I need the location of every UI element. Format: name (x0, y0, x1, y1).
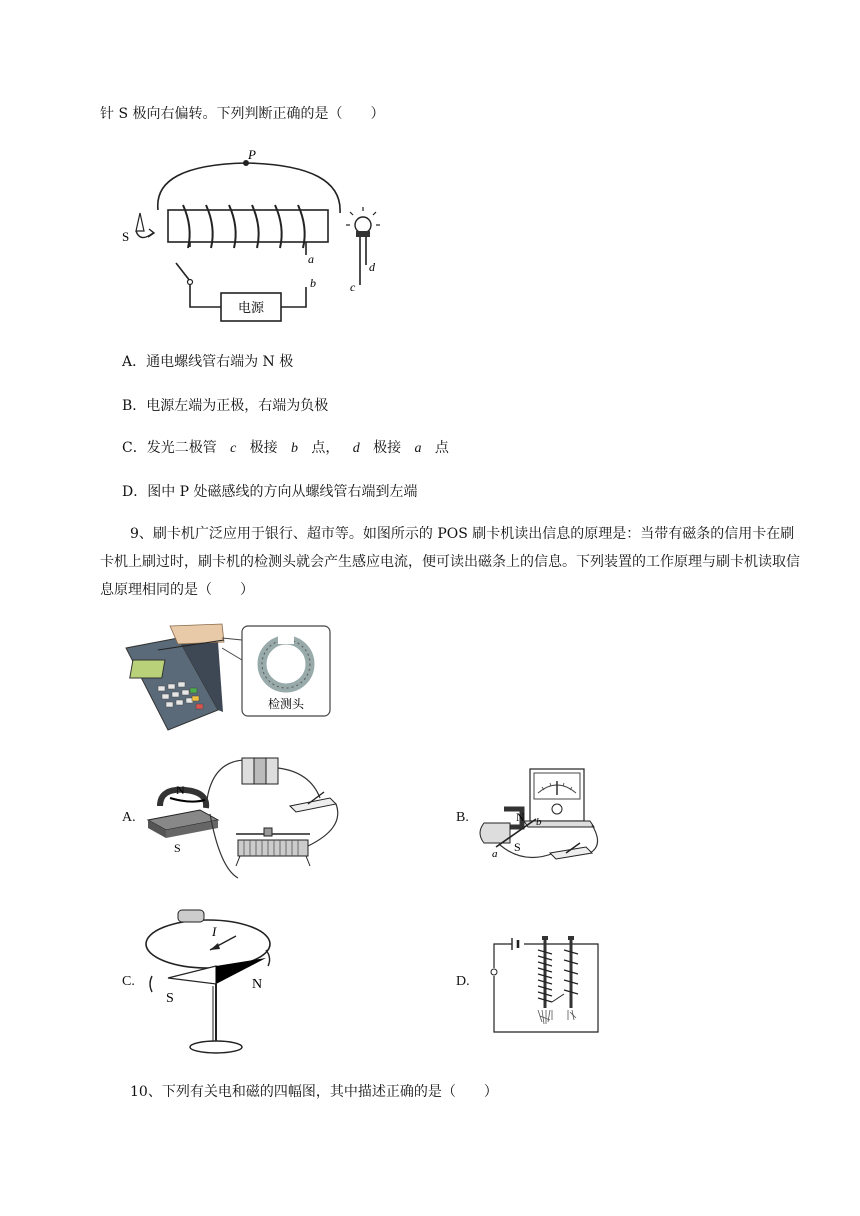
q9-option-a-figure (140, 748, 355, 888)
q8-option-a: A．通电螺线管右端为 N 极 (122, 354, 294, 370)
var-c: c (230, 441, 237, 456)
fig-c-label-i: I (212, 924, 217, 939)
q8-stem-tail: 针 S 极向右偏转。下列判断正确的是（ ） (100, 106, 385, 122)
power-source-label: 电源 (237, 301, 265, 316)
fig-a-label-s: S (174, 841, 181, 855)
q9-option-c-label: C. (122, 974, 135, 989)
fig-c-label-s: S (166, 991, 174, 1006)
label-p: P (248, 147, 256, 162)
q9-option-d-figure (488, 928, 608, 1036)
q8-option-d: D．图中 P 处磁感线的方向从螺线管右端到左端 (122, 484, 418, 500)
q8-option-b: B．电源左端为正极，右端为负极 (122, 398, 329, 414)
q9-stem: 9、刷卡机广泛应用于银行、超市等。如图所示的 POS 刷卡机读出信息的原理是：当带有磁条的信用卡在刷卡机上刷过时，刷卡机的检测头就会产生感应电流，便可读出磁条上的信息。下列装置的工作原理与刷卡机读取信息原理相同的是（ ） (100, 526, 800, 598)
label-a: a (308, 252, 314, 266)
q9-option-d-label: D. (456, 974, 470, 989)
fig-c-label-n: N (252, 977, 263, 992)
detector-label: 检测头 (267, 697, 305, 711)
q8-option-c (122, 438, 449, 459)
q10-stem: 10、下列有关电和磁的四幅图，其中描述正确的是（ ） (130, 1084, 498, 1100)
label-c: c (350, 280, 356, 294)
pos-card-reader-figure (118, 620, 333, 735)
q8-option-c-text4: 点 (434, 440, 449, 456)
q8-option-c-text3: 极接 (373, 440, 402, 456)
q9-option-a-label: A. (122, 810, 136, 825)
q9-option-b-label: B. (456, 810, 469, 825)
q9-option-c-figure (140, 906, 280, 1058)
fig-b-label-b: b (536, 816, 542, 828)
fig-b-label-s: S (514, 840, 521, 854)
label-s: S (122, 229, 130, 244)
var-b: b (291, 441, 299, 456)
fig-a-label-n: N (176, 783, 185, 797)
q8-solenoid-figure (118, 145, 388, 330)
label-b: b (310, 276, 316, 290)
var-a: a (414, 441, 422, 456)
q8-option-c-lead: C．发光二极管 (122, 440, 217, 456)
label-d: d (369, 260, 375, 274)
q8-option-c-text1: 极接 (249, 440, 278, 456)
fig-b-label-a: a (492, 848, 498, 860)
q8-option-c-text2: 点， (311, 440, 340, 456)
var-d: d (352, 441, 360, 456)
fig-b-label-n: N (516, 810, 525, 824)
q9-option-b-figure (474, 765, 624, 875)
